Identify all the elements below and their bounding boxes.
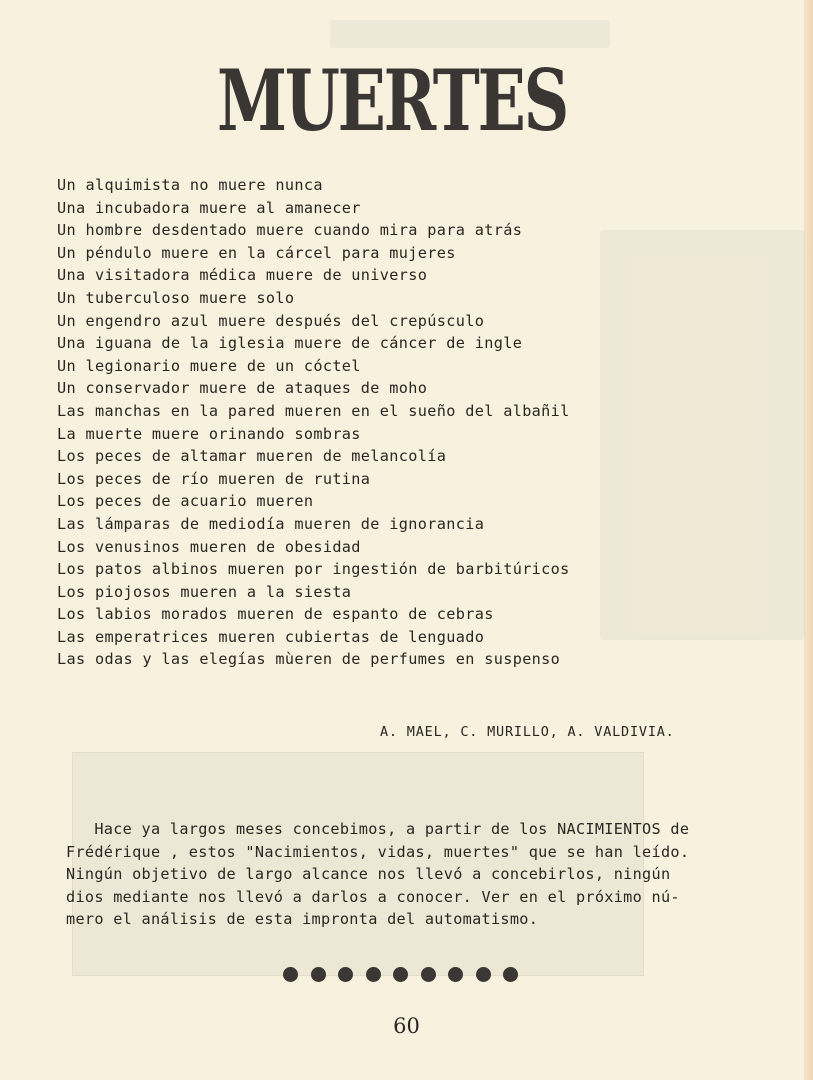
poem-line: Los patos albinos mueren por ingestión de barbitúricos	[57, 560, 570, 579]
poem-line: Los labios morados mueren de espanto de cebras	[57, 605, 494, 624]
separator-dot	[283, 967, 298, 982]
poem-line: Los peces de río mueren de rutina	[57, 469, 371, 488]
separator-dot	[448, 967, 463, 982]
separator-dot	[311, 967, 326, 982]
poem-line: Los piojosos mueren a la siesta	[57, 582, 352, 601]
poem-line: Una visitadora médica muere de universo	[57, 266, 428, 285]
poem-line: Un péndulo muere en la cárcel para mujeres	[57, 243, 456, 262]
poem-line: Un legionario muere de un cóctel	[57, 356, 361, 375]
poem	[57, 174, 777, 671]
separator-dot	[338, 967, 353, 982]
separator-dot	[503, 967, 518, 982]
separator-dot	[476, 967, 491, 982]
poem-line: Los venusinos mueren de obesidad	[57, 537, 361, 556]
page-number: 60	[393, 1014, 420, 1038]
poem-line: Las emperatrices mueren cubiertas de lenguado	[57, 627, 485, 646]
poem-line: Las lámparas de mediodía mueren de ignorancia	[57, 514, 485, 533]
dot-separator	[283, 967, 518, 982]
poem-line: Un alquimista no muere nunca	[57, 176, 323, 194]
note-line: dios mediante nos llevó a darlos a conocer. Ver en el próximo nú-	[66, 887, 680, 906]
separator-dot	[366, 967, 381, 982]
authors: A. MAEL, C. MURILLO, A. VALDIVIA.	[380, 724, 675, 740]
poem-line: Los peces de acuario mueren	[57, 492, 314, 511]
poem-line: Un engendro azul muere después del crepúsculo	[57, 311, 485, 330]
separator-dot	[393, 967, 408, 982]
bleed-through-heading	[330, 20, 610, 48]
poem-line: Los peces de altamar mueren de melancolía	[57, 447, 447, 466]
poem-line: Una incubadora muere al amanecer	[57, 198, 361, 217]
page-title	[212, 51, 572, 150]
poem-line: La muerte muere orinando sombras	[57, 424, 361, 443]
title-lettering	[212, 51, 572, 150]
title-text: MUERTES	[217, 51, 567, 150]
poem-line: Las manchas en la pared mueren en el sueño del albañil	[57, 401, 570, 420]
poem-line: Un tuberculoso muere solo	[57, 288, 295, 307]
note-line: Frédérique , estos "Nacimientos, vidas, muertes" que se han leído.	[66, 842, 690, 861]
separator-dot	[421, 967, 436, 982]
note-line: mero el análisis de esta impronta del automatismo.	[66, 910, 539, 929]
note-line: Ningún objetivo de largo alcance nos llevó a concebirlos, ningún	[66, 865, 671, 884]
note-paragraph	[66, 818, 806, 931]
poem-line: Un hombre desdentado muere cuando mira para atrás	[57, 221, 523, 240]
poem-line: Las odas y las elegías mùeren de perfumes en suspenso	[57, 650, 561, 669]
poem-line: Una iguana de la iglesia muere de cáncer de ingle	[57, 334, 523, 353]
note-line: Hace ya largos meses concebimos, a partir de los NACIMIENTOS de	[66, 820, 690, 838]
poem-line: Un conservador muere de ataques de moho	[57, 379, 428, 398]
